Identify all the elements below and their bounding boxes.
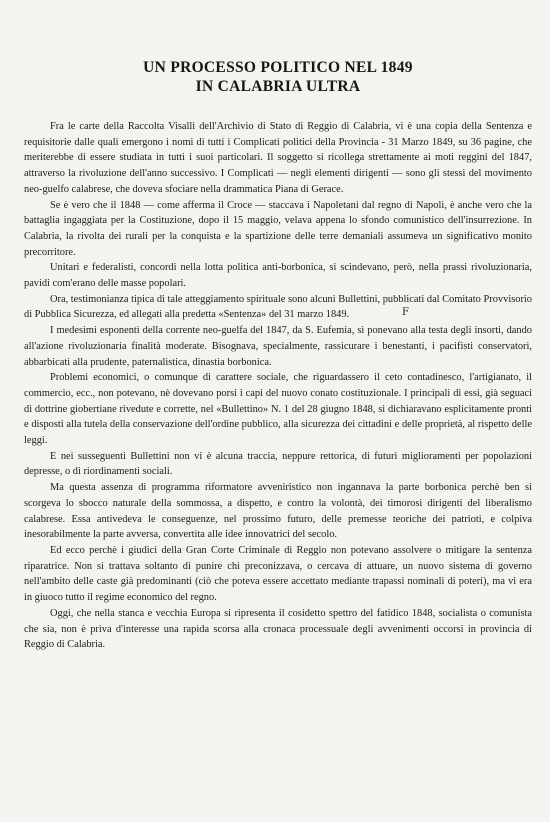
article-title [24,58,532,96]
title-line-2: IN CALABRIA ULTRA [195,78,361,95]
paragraph-4: Ora, testimonianza tipica di tale atteggiamento spirituale sono alcuni Bullettini, pubblicati dal Comitato Provvisorio di Pubblica Sicurezza, ed allegati alla predetta «Sentenza» del 31 marzo 1849. [24,293,532,321]
stray-print-mark: F [402,307,409,318]
paragraph-10: Oggi, che nella stanca e vecchia Europa si ripresenta il cosidetto spettro del fatidico 1848, socialista o comunista che sia, non è priva d'interesse una rapida scorsa alla cronaca processuale degli avvenimenti occorsi in provincia di Reggio di Calabria. [24,607,532,651]
paragraph-8: Ma questa assenza di programma riformatore avveniristico non ingannava la parte borbonica perchè ben si scorgeva lo sbocco naturale della sommossa, a dispetto, e contro la volontà, dei timorosi dirigenti del liberalismo calabrese. Essa antivedeva le conseguenze, nel prossimo futuro, delle premesse teoriche dei patrioti, e colpiva inesorabilmente la parte avversa, convertita alle idee innovatrici del secolo. [24,482,532,541]
paragraph-2: Se è vero che il 1848 — come afferma il Croce — staccava i Napoletani dal regno di Napoli, è anche vero che la battaglia ingaggiata per la Costituzione, dopo il 15 maggio, velava appena lo sfondo comunistico dell'insurrezione. In Calabria, la rivolta dei rurali per la conquista e la spartizione delle terre demaniali assumeva un significativo monito precorritore. [24,199,532,258]
paragraph-9: Ed ecco perchè i giudici della Gran Corte Criminale di Reggio non potevano assolvere o mitigare la sentenza riparatrice. Non si trattava soltanto di punire chi preconizzava, o cercava di attuare, un nuovo sistema di governo nell'ambito delle caste già predominanti (ciò che poteva essere accettato mediante trapassi nominali di poteri), ma vi era in giuoco tutto il regime economico del regno. [24,544,532,604]
paragraph-1: Fra le carte della Raccolta Visalli dell'Archivio di Stato di Reggio di Calabria, vi è una copia della Sentenza e requisitorie dalle quali emergono i nomi di tutti i Complicati politici della Provincia - 31 Marzo 1849, su 36 pagine, che meriterebbe di essere studiata in tutti i suoi particolari. Il soggetto si ricollega strettamente ai moti reggini del 1847, attraverso la rivoluzione dell'anno successivo. I Complicati — negli elementi dirigenti — sono gli stessi del movimento neo-guelfo calabrese, che doveva sfociare nella drammatica Piana di Gerace. [24,121,532,195]
title-line-1: UN PROCESSO POLITICO NEL 1849 [143,59,413,76]
article-body [24,119,532,653]
paragraph-3: Unitari e federalisti, concordi nella lotta politica anti-borbonica, si scindevano, però, nella prassi rivoluzionaria, pavidi com'erano delle masse popolari. [24,262,532,290]
paragraph-7: E nei susseguenti Bullettini non vi è alcuna traccia, neppure rettorica, di futuri miglioramenti per popolazioni depresse, o di riordinamenti sociali. [24,450,532,478]
paragraph-5: I medesimi esponenti della corrente neo-guelfa del 1847, da S. Eufemia, si ponevano alla testa degli insorti, dando all'azione rivoluzionaria finalità moderate. Bisognava, specialmente, rassicurare i benestanti, i pacifisti conservatori, abbarbicati alla prudente, paternalistica, dinastia borbonica. [24,325,532,368]
paragraph-6: Problemi economici, o comunque di carattere sociale, che riguardassero il ceto contadinesco, l'artigianato, il commercio, ecc., non potevano, nè dovevano porsi i capi del nuovo conato costituzionale. I principali di essi, già seguaci di dottrine giobertiane rivedute e corrette, nel «Bullettino» N. 1 del 28 giugno 1848, si dichiaravano esplicitamente pronti e disposti alla tutela della conservazione dell'ordine pubblico, alla sicurezza dei cittadini e delle proprietà, al rispetto delle leggi. [24,372,532,447]
